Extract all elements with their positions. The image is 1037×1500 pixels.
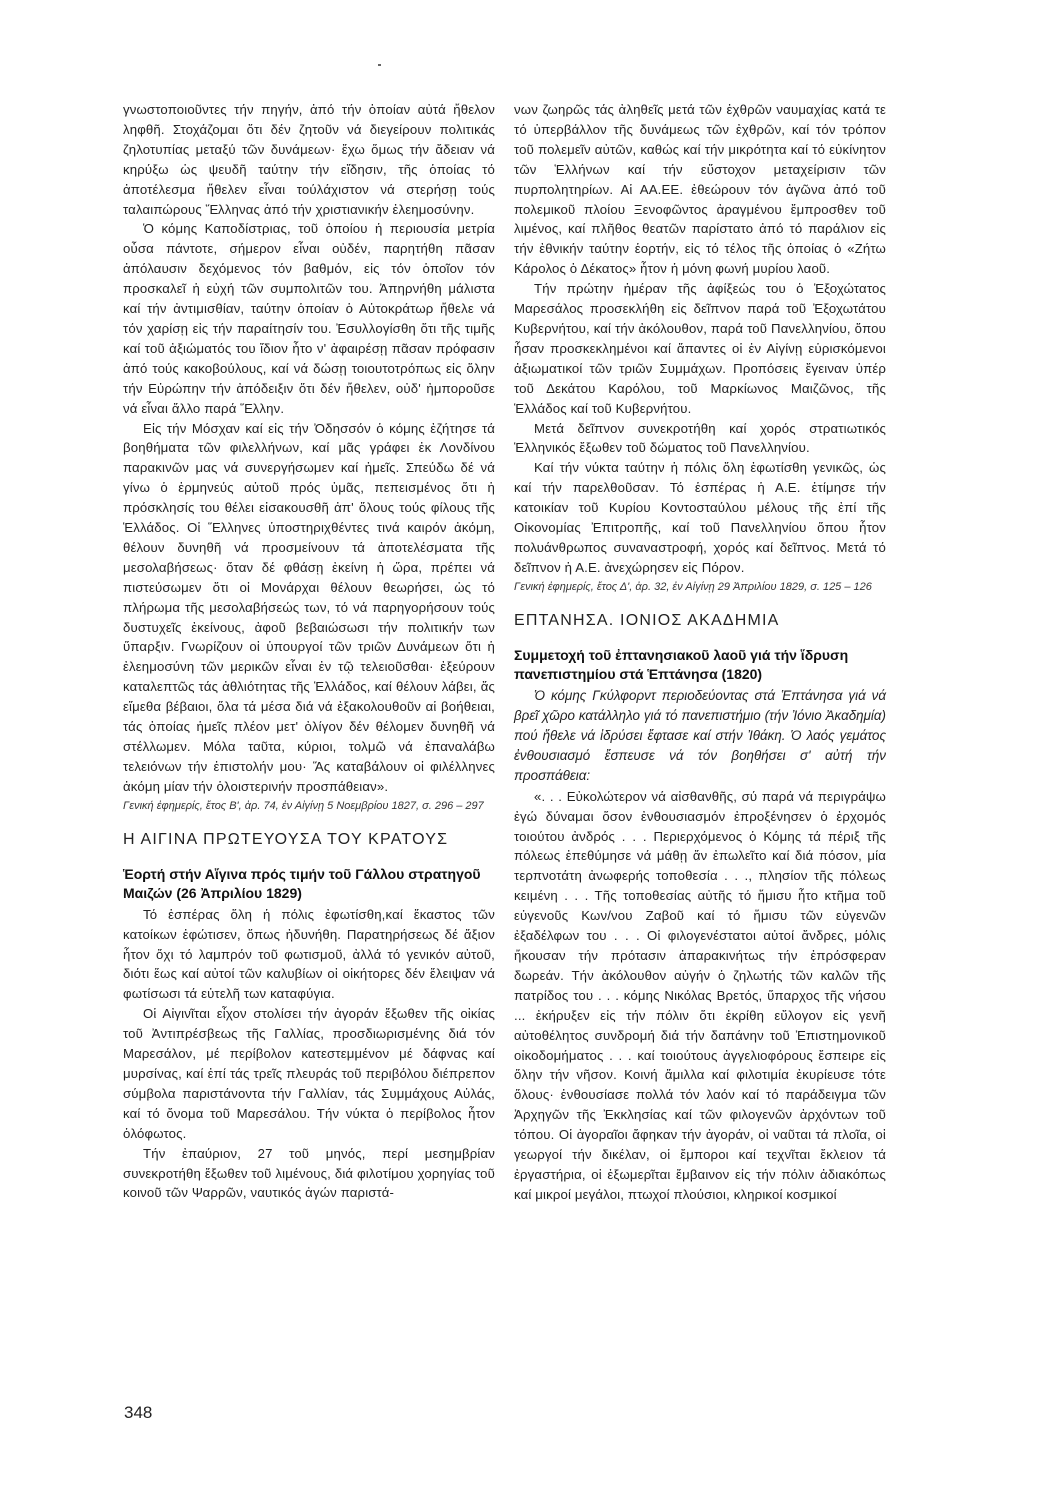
source-citation: Γενική ἐφημερίς, ἔτος Β', ἀρ. 74, ἐν Αἰγίνῃ 5 Νοεμβρίου 1827, σ. 296 – 297 [123, 799, 484, 812]
page-number: 348 [124, 1403, 153, 1422]
paragraph: Ὁ κόμης Καποδίστριας, τοῦ ὁποίου ἡ περιουσία μετρία οὖσα πάντοτε, σήμερον εἶναι οὐδέν, παρητήθη πᾶσαν ἀπόλαυσιν δεχόμενος τόν βαθμόν, εἰς τόν ὁποῖον τόν προσκαλεῖ ἡ εὐχή τῶν συμπολιτῶν του. Ἀπηρνήθη μάλιστα καί τήν ἀντιμισθίαν, ταύτην ὁποίαν ὁ Αὐτοκράτωρ ἤθελε νά τόν χαρίσῃ εἰς τήν παραίτησίν του. Ἐσυλλογίσθη ὅτι τῆς τιμῆς καί τοῦ ἀξιώματός του ἴδιον ἦτο ν' ἀφαιρέσῃ πᾶσαν πρόφασιν ἀπό τούς κακοβούλους, καί νά δώσῃ τοιουτοτρόπως εἰς ὅλην τήν Εὐρώπην τήν ἀπόδειξιν ὅτι δέν ἤθελεν, οὐδ' ἠμποροῦσε νά εἶναι ἄλλο παρά Ἕλλην. [123, 221, 495, 416]
paragraph: Μετά δεῖπνον συνεκροτήθη καί χορός στρατιωτικός Ἑλληνικός ἔξωθεν τοῦ δώματος τοῦ Πανελληνίου. [514, 420, 886, 456]
paragraph: Καί τήν νύκτα ταύτην ἡ πόλις ὅλη ἐφωτίσθη γενικῶς, ὡς καί τήν παρελθοῦσαν. Τό ἑσπέρας ἡ Α.Ε. ἐτίμησε τήν κατοικίαν τοῦ Κυρίου Κοντοσταύλου μέλους τῆς ἐπί τῆς Οἰκονομίας Ἐπιτροπῆς, καί τοῦ Πανελληνίου ὅπου ἦτον πολυάνθρωπος συναναστροφή, χορός καί δεῖπνος. Μετά τό δεῖπνον ἡ Α.Ε. ἀνεχώρησεν εἰς Πόρον. [514, 460, 886, 575]
subheading: Συμμετοχή τοῦ ἐπτανησιακοῦ λαοῦ γιά τήν ἵδρυση πανεπιστημίου στά Ἑπτάνησα (1820) [514, 646, 849, 682]
paragraph: γνωστοποιοῦντες τήν πηγήν, ἀπό τήν ὁποίαν αὐτά ἤθελον ληφθῆ. Στοχάζομαι ὅτι δέν ζητοῦν νά διεγείρουν πολιτικάς ζηλοτυπίας μεταξύ τῶν δυνάμεων· ἔχω ὅμως τήν ἄδειαν νά κηρύξω ὡς ψευδῆ ταύτην τήν εἴδησιν, τῆς ὁποίας τό ἀποτέλεσμα ἤθελεν εἶναι τούλάχιστον νά στερήσῃ τούς ταλαιπώρους Ἕλληνας ἀπό τήν χριστιανικήν ἐλεημοσύνην. [123, 102, 495, 217]
left-column [123, 100, 495, 1203]
paragraph: Τήν ἐπαύριον, 27 τοῦ μηνός, περί μεσημβρίαν συνεκροτήθη ἔξωθεν τοῦ λιμένους, διά φιλοτίμου χορηγίας τοῦ κοινοῦ τῶν Ψαρρῶν, ναυτικός ἀγών παριστά- [123, 1145, 495, 1201]
scan-mark [378, 64, 381, 66]
paragraph: Εἰς τήν Μόσχαν καί εἰς τήν Ὀδησσόν ὁ κόμης ἐζήτησε τά βοηθήματα τῶν φιλελλήνων, καί μᾶς γράφει ἐκ Λονδίνου παρακινῶν μας νά συνεργήσωμεν καί ἡμεῖς. Σπεύδω δέ νά γίνω ὁ ἑρμηνεύς αὐτοῦ πρός ὑμᾶς, πεπεισμένος ὅτι ἡ πρόσκλησίς του θέλει εἰσακουσθῆ ἀπ' ὅλους τούς φίλους τῆς Ἑλλάδος. Οἱ Ἕλληνες ὑποστηριχθέντες τινά καιρόν ἀκόμη, θέλουν δυνηθῆ νά προσμείνουν τά ἀποτελέσματα τῆς μεσολαβήσεως· ὅταν δέ φθάσῃ ἐκείνη ἡ ὥρα, πρέπει νά πιστεύσωμεν ὅτι οἱ Μονάρχαι θέλουν θεωρήσει, ὡς τό πλήρωμα τῆς μεσολαβήσεώς των, τό νά παρηγορήσουν τούς δυστυχεῖς ἐκείνους, ἀφοῦ βεβαιώσωσι τήν πολιτικήν των ὕπαρξιν. Γνωρίζουν οἱ ὑπουργοί τῶν τριῶν Δυνάμεων ὅτι ἡ ἐλεημοσύνη τῶν μερικῶν εἶναι ἐν τῷ τελειοῦσθαι· ἐξεύρουν καταλεπτῶς τάς ἀθλιότητας τῆς Ἑλλάδος, καί θέλουν λάβει, ἅς εἴμεθα βέβαιοι, ὅλα τά μέσα διά νά ἐξακολουθοῦν αἱ βοήθειαι, τάς ὁποίας ἡμεῖς πλέον μετ' ὀλίγον δέν θέλομεν δυνηθῆ νά στέλλωμεν. Μόλα ταῦτα, κύριοι, τολμῶ νά ἐπαναλάβω τελειόνων τήν ἐπιστολήν μου· Ἅς καταβάλουν οἱ φιλέλληνες ἀκόμη μίαν τήν ὁλοιστερινήν προσπάθειαν». [123, 420, 495, 794]
intro-paragraph: Ὁ κόμης Γκύλφορντ περιοδεύοντας στά Ἑπτάνησα γιά νά βρεῖ χῶρο κατάλληλο γιά τό πανεπιστήμιο (τήν Ἰόνιο Ἀκαδημία) πού ἤθελε νά ἱδρύσει ἔφτασε καί στήν Ἰθάκη. Ὁ λαός γεμάτος ἐνθουσιασμό ἔσπευσε νά τόν βοηθήσει σ' αὐτή τήν προσπάθεια: [514, 687, 886, 783]
paragraph: Οἱ Αἰγινῖται εἶχον στολίσει τήν ἀγοράν ἔξωθεν τῆς οἰκίας τοῦ Ἀντιπρέσβεως τῆς Γαλλίας, προσδιωρισμένης διά τόν Μαρεσάλον, μέ περίβολον κατεστεμμένον μέ δάφνας καί μυρσίνας, καί ἐπί τάς τρεῖς πλευράς τοῦ περιβόλου διέπρεπον σύμβολα παριστάνοντα τήν Γαλλίαν, τάς Συμμάχους Αὐλάς, καί τό ὄνομα τοῦ Μαρεσάλου. Τήν νύκτα ὁ περίβολος ἦτον ὁλόφωτος. [123, 1006, 495, 1141]
paragraph: νων ζωηρῶς τάς ἀληθεῖς μετά τῶν ἐχθρῶν ναυμαχίας κατά τε τό ὑπερβάλλον τῆς δυνάμεως τῶν ἐχθρῶν, καί τόν τρόπον τοῦ πολεμεῖν αὐτῶν, καθώς καί τήν μικρότητα καί τό εὐκίνητον τῶν Ἑλλήνων καί τήν εὔστοχον μεταχείρισιν τῶν πυρπολητηρίων. Αἱ ΑΑ.ΕΕ. ἐθεώρουν τόν ἀγῶνα ἀπό τοῦ πολεμικοῦ πλοίου Ξενοφῶντος ἀραγμένου ἔμπροσθεν τοῦ λιμένος, καί πλῆθος θεατῶν παρίστατο ἀπό τό παράλιον εἰς τήν ἐθνικήν ταύτην ἑορτήν, εἰς τό τέλος τῆς ὁποίας ὁ «Ζήτω Κάρολος ὁ Δέκατος» ἦτον ἡ μόνη φωνή μυρίου λαοῦ. [514, 102, 886, 277]
section-heading: ΕΠΤΑΝΗΣΑ. ΙΟΝΙΟΣ ΑΚΑΔΗΜΙΑ [514, 611, 780, 629]
quoted-paragraph: «. . . Εὐκολώτερον νά αἰσθανθῆς, σύ παρά νά περιγράψω ἐγώ δύναμαι ὅσον ἐνθουσιασμόν ἐπροξένησεν ὁ ἐρχομός τοιούτου ἀνδρός . . . Περιερχόμενος ὁ Κόμης τά πέριξ τῆς πόλεως ἐπεθύμησε νά μάθῃ ἄν ἐπωλεῖτο καί διά πόσον, μία τερπνοτάτη ἀνωφερής τοποθεσία . . ., πλησίον τῆς πόλεως κειμένη . . . Τῆς τοποθεσίας αὐτῆς τό ἥμισυ ἦτο κτῆμα τοῦ εὐγενοῦς Κων/νου Ζαβοῦ καί τό ἥμισυ τῶν εὐγενῶν ἐξαδέλφων του . . . Οἱ φιλογενέστατοι αὐτοί ἄνδρες, μόλις ἤκουσαν τήν πρότασιν ἀπαρακινήτως τήν ἐπρόσφεραν δωρεάν. Τήν ἀκόλουθον αὐγήν ὁ ζηλωτής τῶν καλῶν τῆς πατρίδος του . . . κόμης Νικόλας Βρετός, ὕπαρχος τῆς νήσου ... ἐκήρυξεν εἰς τήν πόλιν ὅτι ἐκρίθη εὔλογον εἰς γενῆ αὐτοθέλητος συνδρομή διά τήν δαπάνην τοῦ Ἐπιστημονικοῦ οἰκοδομήματος . . . καί τοιούτους ἀγγελιοφόρους ἔσπειρε εἰς ὅλην τήν νῆσον. Κοινή ἅμιλλα καί φιλοτιμία ἐκυρίευσε τότε ὅλους· ἐνθουσίασε πολλά τόν λαόν καί τό παράδειγμα τῶν Ἀρχηγῶν τῆς Ἐκκλησίας καί τῶν φιλογενῶν ἀρχόντων τοῦ τόπου. Οἱ ἀγοραῖοι ἄφηκαν τήν ἀγοράν, οἱ ναῦται τά πλοῖα, οἱ γεωργοί τήν δικέλαν, οἱ ἔμποροι καί τεχνῖται ἔκλειον τά ἐργαστήρια, οἱ ἐξωμερῖται ἔμβαινον εἰς τήν πόλιν ἀδιακόπως καί μικροί μεγάλοι, πτωχοί πλούσιοι, κληρικοί κοσμικοί [514, 788, 886, 1202]
source-citation: Γενική ἐφημερίς, ἔτος Δ', ἀρ. 32, ἐν Αἰγίνῃ 29 Ἀπριλίου 1829, σ. 125 – 126 [514, 580, 872, 593]
paragraph: Τό ἑσπέρας ὅλη ἡ πόλις ἐφωτίσθη,καί ἕκαστος τῶν κατοίκων ἐφώτισεν, ὅπως ἠδυνήθη. Παρατηρήσεως δέ ἄξιον ἦτον ὄχι τό λαμπρόν τοῦ φωτισμοῦ, ἀλλά τό γενικόν αὐτοῦ, διότι ἕως καί αὐτοί τῶν καλυβίων οἱ οἰκήτορες δέν ἔλειψαν νά φωτίσωσι τά εὐτελῆ των καταφύγια. [123, 906, 495, 1002]
subheading: Ἑορτή στήν Αἴγινα πρός τιμήν τοῦ Γάλλου στρατηγοῦ Μαιζών (26 Ἀπριλίου 1829) [123, 865, 481, 901]
section-heading: Η ΑΙΓΙΝΑ ΠΡΩΤΕΥΟΥΣΑ ΤΟΥ ΚΡΑΤΟΥΣ [123, 830, 449, 848]
paragraph: Τήν πρώτην ἡμέραν τῆς ἀφίξεώς του ὁ Ἐξοχώτατος Μαρεσάλος προσεκλήθη εἰς δεῖπνον παρά τοῦ Ἐξοχωτάτου Κυβερνήτου, καί τήν ἀκόλουθον, παρά τοῦ Πανελληνίου, ὅπου ἦσαν προσκεκλημένοι καί ἅπαντες οἱ ἐν Αἰγίνῃ εὑρισκόμενοι ἀξιωματικοί τῶν τριῶν Συμμάχων. Προπόσεις ἔγειναν ὑπέρ τοῦ Δεκάτου Καρόλου, τοῦ Μαρκίωνος Μαιζῶνος, τῆς Ἑλλάδος καί τοῦ Κυβερνήτου. [514, 281, 886, 416]
right-column [514, 100, 886, 1205]
